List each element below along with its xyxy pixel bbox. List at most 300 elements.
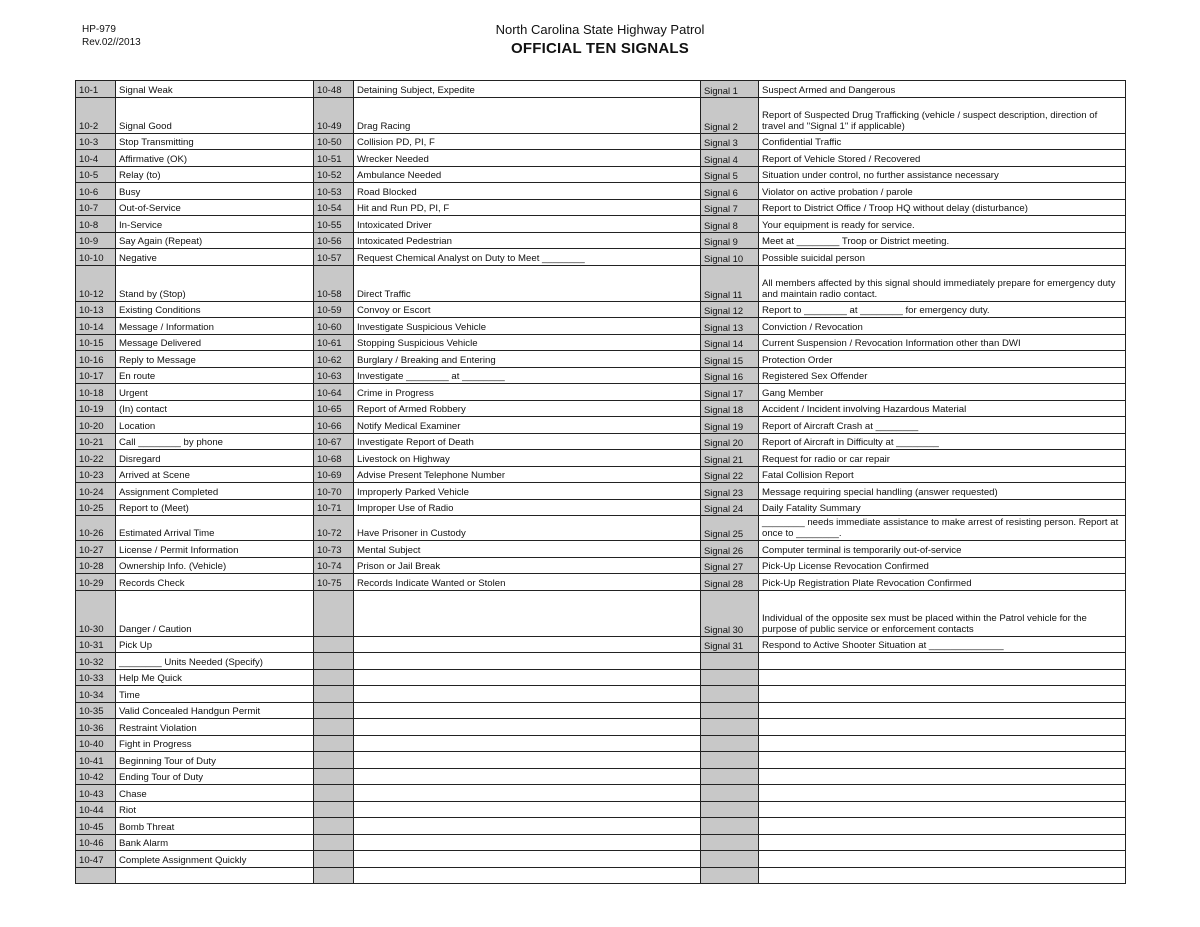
signal-code: 10-43 [76,785,116,802]
table-row [76,183,1126,200]
signal-description: Urgent [116,384,314,401]
signal-code: Signal 31 [701,636,759,653]
signal-code: 10-73 [314,541,354,558]
signal-code [701,834,759,851]
table-row [76,318,1126,335]
signal-code [701,702,759,719]
signal-code [314,867,354,884]
signal-description: Situation under control, no further assistance necessary [759,166,1126,183]
signal-description: Investigate Suspicious Vehicle [354,318,701,335]
table-row [76,417,1126,434]
signal-code [314,719,354,736]
table-row [76,768,1126,785]
signal-description: Protection Order [759,351,1126,368]
signal-code: 10-25 [76,499,116,516]
signal-code [314,653,354,670]
signal-description: Affirmative (OK) [116,150,314,167]
signal-code: Signal 11 [701,265,759,301]
signal-code [701,851,759,868]
signal-description: Drag Racing [354,97,701,133]
signal-code: 10-68 [314,450,354,467]
signal-code: 10-18 [76,384,116,401]
signal-description: Out-of-Service [116,199,314,216]
table-row [76,97,1126,133]
signal-code: 10-16 [76,351,116,368]
signal-description: Message Delivered [116,334,314,351]
table-row [76,541,1126,558]
signal-description: Valid Concealed Handgun Permit [116,702,314,719]
table-row [76,133,1126,150]
signal-code: Signal 5 [701,166,759,183]
signal-code: Signal 24 [701,499,759,516]
table-row [76,719,1126,736]
signal-code: 10-57 [314,249,354,266]
signal-code: 10-60 [314,318,354,335]
signal-code: 10-69 [314,466,354,483]
signal-code: 10-48 [314,81,354,98]
signal-description [759,702,1126,719]
signal-code: Signal 3 [701,133,759,150]
signal-description: Detaining Subject, Expedite [354,81,701,98]
signal-code [701,735,759,752]
signal-code: Signal 25 [701,516,759,541]
signal-code: Signal 17 [701,384,759,401]
table-row [76,367,1126,384]
signal-description: Violator on active probation / parole [759,183,1126,200]
signal-description [759,851,1126,868]
table-row [76,590,1126,636]
table-row [76,499,1126,516]
signal-code: 10-46 [76,834,116,851]
table-row [76,752,1126,769]
signal-code: Signal 18 [701,400,759,417]
signal-code: 10-28 [76,557,116,574]
signal-code: 10-66 [314,417,354,434]
signal-code [701,686,759,703]
signal-code: 10-20 [76,417,116,434]
signal-description: Location [116,417,314,434]
signal-code [701,867,759,884]
signal-code: 10-36 [76,719,116,736]
signal-code: 10-45 [76,818,116,835]
signal-description: Assignment Completed [116,483,314,500]
signal-description: Conviction / Revocation [759,318,1126,335]
signal-code: 10-54 [314,199,354,216]
signal-description [354,768,701,785]
signal-description: Stopping Suspicious Vehicle [354,334,701,351]
signal-description [354,752,701,769]
agency-name: North Carolina State Highway Patrol [495,22,705,37]
signal-description [354,801,701,818]
signal-code: 10-8 [76,216,116,233]
signal-description [354,702,701,719]
signal-code: 10-41 [76,752,116,769]
signal-code [314,818,354,835]
signal-description: Burglary / Breaking and Entering [354,351,701,368]
signal-code: 10-33 [76,669,116,686]
signal-description: Arrived at Scene [116,466,314,483]
form-revision: Rev.02//2013 [82,37,141,48]
signal-description: Investigate Report of Death [354,433,701,450]
signal-code: Signal 8 [701,216,759,233]
table-row [76,351,1126,368]
signal-code: Signal 15 [701,351,759,368]
signal-code: Signal 2 [701,97,759,133]
table-row [76,400,1126,417]
signal-description [759,768,1126,785]
signal-code: Signal 23 [701,483,759,500]
signal-code: 10-26 [76,516,116,541]
signal-description [354,669,701,686]
signal-description: Hit and Run PD, PI, F [354,199,701,216]
signal-description: Intoxicated Pedestrian [354,232,701,249]
page-title: OFFICIAL TEN SIGNALS [511,40,689,57]
table-row [76,166,1126,183]
signal-description: Pick-Up License Revocation Confirmed [759,557,1126,574]
signal-code: 10-62 [314,351,354,368]
signal-description: Stand by (Stop) [116,265,314,301]
table-row [76,334,1126,351]
signal-code: 10-44 [76,801,116,818]
signal-description: Ambulance Needed [354,166,701,183]
signal-description [759,752,1126,769]
signal-description [759,686,1126,703]
table-row [76,574,1126,591]
signal-description [759,735,1126,752]
signal-code: Signal 10 [701,249,759,266]
signal-code: Signal 9 [701,232,759,249]
signal-description: Gang Member [759,384,1126,401]
signal-description: Restraint Violation [116,719,314,736]
signal-description: Crime in Progress [354,384,701,401]
signal-description: Collision PD, PI, F [354,133,701,150]
signal-description: Relay (to) [116,166,314,183]
signal-code: 10-35 [76,702,116,719]
table-row [76,265,1126,301]
signal-code [701,818,759,835]
signal-description [759,834,1126,851]
table-row [76,851,1126,868]
signal-description [354,867,701,884]
table-row [76,785,1126,802]
signal-description: All members affected by this signal should immediately prepare for emergency duty and maintain radio contact. [759,265,1126,301]
table-row [76,249,1126,266]
signal-code: Signal 28 [701,574,759,591]
signal-description [759,801,1126,818]
signal-description: Livestock on Highway [354,450,701,467]
signal-code [76,867,116,884]
signal-description: Improperly Parked Vehicle [354,483,701,500]
signal-description: Bomb Threat [116,818,314,835]
signal-code [314,768,354,785]
signal-description: Prison or Jail Break [354,557,701,574]
signal-description: Estimated Arrival Time [116,516,314,541]
signal-description: Mental Subject [354,541,701,558]
signal-description: License / Permit Information [116,541,314,558]
signal-code [701,669,759,686]
signal-description [759,818,1126,835]
signal-description [354,719,701,736]
signal-code: 10-13 [76,301,116,318]
signal-code: 10-40 [76,735,116,752]
table-row [76,669,1126,686]
signal-code: 10-4 [76,150,116,167]
signal-code: 10-67 [314,433,354,450]
signal-code: 10-6 [76,183,116,200]
table-row [76,867,1126,884]
signal-description [354,785,701,802]
signal-description [354,636,701,653]
signal-description: Have Prisoner in Custody [354,516,701,541]
signal-code: 10-56 [314,232,354,249]
signal-description: Danger / Caution [116,590,314,636]
signal-code: Signal 13 [701,318,759,335]
signal-code: 10-29 [76,574,116,591]
table-row [76,818,1126,835]
form-number: HP-979 [82,24,116,35]
signal-description: Message / Information [116,318,314,335]
signal-description: Direct Traffic [354,265,701,301]
signal-code [314,801,354,818]
signal-description: Ownership Info. (Vehicle) [116,557,314,574]
signal-code [701,768,759,785]
signal-description: En route [116,367,314,384]
signal-description: Complete Assignment Quickly [116,851,314,868]
signal-code: 10-7 [76,199,116,216]
signal-code: Signal 19 [701,417,759,434]
signal-code: 10-63 [314,367,354,384]
signal-description [354,653,701,670]
table-row [76,81,1126,98]
signal-code: 10-49 [314,97,354,133]
signal-description [354,834,701,851]
signal-code: 10-32 [76,653,116,670]
signal-description [354,686,701,703]
signal-code: 10-52 [314,166,354,183]
table-row [76,199,1126,216]
table-row [76,466,1126,483]
signal-code [314,752,354,769]
signal-description: (In) contact [116,400,314,417]
signal-description: Report to District Office / Troop HQ without delay (disturbance) [759,199,1126,216]
signal-description: Stop Transmitting [116,133,314,150]
signal-description: Fatal Collision Report [759,466,1126,483]
table-row [76,801,1126,818]
signal-code: 10-50 [314,133,354,150]
signal-description: Report of Armed Robbery [354,400,701,417]
table-row [76,216,1126,233]
table-row [76,557,1126,574]
signal-code: Signal 22 [701,466,759,483]
signal-code: 10-10 [76,249,116,266]
signal-code: 10-34 [76,686,116,703]
signal-description: Report of Vehicle Stored / Recovered [759,150,1126,167]
signal-description: Current Suspension / Revocation Information other than DWI [759,334,1126,351]
signal-code: 10-17 [76,367,116,384]
signal-description: Report to ________ at ________ for emergency duty. [759,301,1126,318]
signal-code: 10-65 [314,400,354,417]
table-row [76,702,1126,719]
signal-description: Improper Use of Radio [354,499,701,516]
signal-code: 10-22 [76,450,116,467]
signal-code: Signal 1 [701,81,759,98]
signal-code [701,653,759,670]
signal-code: 10-31 [76,636,116,653]
signal-code: Signal 21 [701,450,759,467]
signal-code: 10-64 [314,384,354,401]
signal-description: Accident / Incident involving Hazardous Material [759,400,1126,417]
signal-description: Wrecker Needed [354,150,701,167]
signal-description: Message requiring special handling (answer requested) [759,483,1126,500]
signal-description: Say Again (Repeat) [116,232,314,249]
signal-description: Report of Aircraft Crash at ________ [759,417,1126,434]
signal-code: 10-30 [76,590,116,636]
table-row [76,483,1126,500]
signal-code [314,851,354,868]
signal-code: 10-75 [314,574,354,591]
signal-description: Your equipment is ready for service. [759,216,1126,233]
signal-code: 10-19 [76,400,116,417]
signal-description: Convoy or Escort [354,301,701,318]
signal-description [354,851,701,868]
signal-description: Signal Good [116,97,314,133]
signal-description [116,867,314,884]
signal-code: 10-9 [76,232,116,249]
signal-description [759,867,1126,884]
signal-description: Bank Alarm [116,834,314,851]
signal-description: Report of Aircraft in Difficulty at ________ [759,433,1126,450]
table-row [76,232,1126,249]
signals-table [75,80,1126,884]
signal-description: Help Me Quick [116,669,314,686]
signal-code: 10-55 [314,216,354,233]
signal-description: Time [116,686,314,703]
table-row [76,834,1126,851]
signal-code: Signal 30 [701,590,759,636]
signal-description: Fight in Progress [116,735,314,752]
signal-code: Signal 4 [701,150,759,167]
signal-code: 10-3 [76,133,116,150]
table-row [76,450,1126,467]
signal-description: Report to (Meet) [116,499,314,516]
signal-code: Signal 16 [701,367,759,384]
signal-code: Signal 26 [701,541,759,558]
signal-code [701,719,759,736]
signal-description: Intoxicated Driver [354,216,701,233]
signal-description [759,653,1126,670]
signal-code: 10-58 [314,265,354,301]
signal-code: 10-21 [76,433,116,450]
signal-description: Negative [116,249,314,266]
signal-code: 10-59 [314,301,354,318]
signal-code: 10-70 [314,483,354,500]
signal-description: ________ needs immediate assistance to make arrest of resisting person. Report at once to ________. [759,516,1126,541]
table-row [76,433,1126,450]
signal-code: 10-71 [314,499,354,516]
signal-description: Beginning Tour of Duty [116,752,314,769]
signal-description: Riot [116,801,314,818]
signal-code [314,669,354,686]
signal-code [314,686,354,703]
signal-description: Confidential Traffic [759,133,1126,150]
signal-code [314,834,354,851]
signal-description: Daily Fatality Summary [759,499,1126,516]
signal-code: 10-74 [314,557,354,574]
signal-code [701,801,759,818]
signal-code: 10-14 [76,318,116,335]
signal-description: Busy [116,183,314,200]
document-header [400,22,800,60]
signal-code: 10-47 [76,851,116,868]
signal-code: 10-2 [76,97,116,133]
signal-code: Signal 7 [701,199,759,216]
signal-description [759,785,1126,802]
signal-code: 10-61 [314,334,354,351]
signal-description: Existing Conditions [116,301,314,318]
signal-code: 10-42 [76,768,116,785]
signal-code: Signal 12 [701,301,759,318]
signal-description: Meet at ________ Troop or District meeting. [759,232,1126,249]
signal-description: Registered Sex Offender [759,367,1126,384]
signal-code: 10-15 [76,334,116,351]
table-row [76,384,1126,401]
signal-code [314,735,354,752]
signal-code: 10-53 [314,183,354,200]
signal-description [759,669,1126,686]
signal-code: 10-72 [314,516,354,541]
signal-description: Pick-Up Registration Plate Revocation Confirmed [759,574,1126,591]
signal-code: 10-23 [76,466,116,483]
signal-description: Possible suicidal person [759,249,1126,266]
table-row [76,150,1126,167]
signal-description: ________ Units Needed (Specify) [116,653,314,670]
table-row [76,516,1126,541]
signal-description: Investigate ________ at ________ [354,367,701,384]
signal-code [701,752,759,769]
signal-description: Reply to Message [116,351,314,368]
signal-description: Request Chemical Analyst on Duty to Meet ________ [354,249,701,266]
form-identifier [82,23,141,49]
table-row [76,653,1126,670]
table-row [76,735,1126,752]
signal-code: Signal 6 [701,183,759,200]
signal-description [354,818,701,835]
signal-description: Disregard [116,450,314,467]
signal-description: Notify Medical Examiner [354,417,701,434]
signal-description [759,719,1126,736]
signal-code: Signal 27 [701,557,759,574]
signal-description: Road Blocked [354,183,701,200]
signal-description [354,735,701,752]
signal-code [314,702,354,719]
signal-description: Signal Weak [116,81,314,98]
signal-code: 10-27 [76,541,116,558]
signal-description: Suspect Armed and Dangerous [759,81,1126,98]
signal-code [314,785,354,802]
signal-code [314,590,354,636]
signal-code [701,785,759,802]
signal-code: 10-1 [76,81,116,98]
table-row [76,686,1126,703]
signal-code: 10-51 [314,150,354,167]
signal-description: Records Indicate Wanted or Stolen [354,574,701,591]
signal-description: Records Check [116,574,314,591]
signal-code: 10-5 [76,166,116,183]
signal-code: Signal 14 [701,334,759,351]
signal-code: 10-12 [76,265,116,301]
table-row [76,301,1126,318]
signal-description [354,590,701,636]
